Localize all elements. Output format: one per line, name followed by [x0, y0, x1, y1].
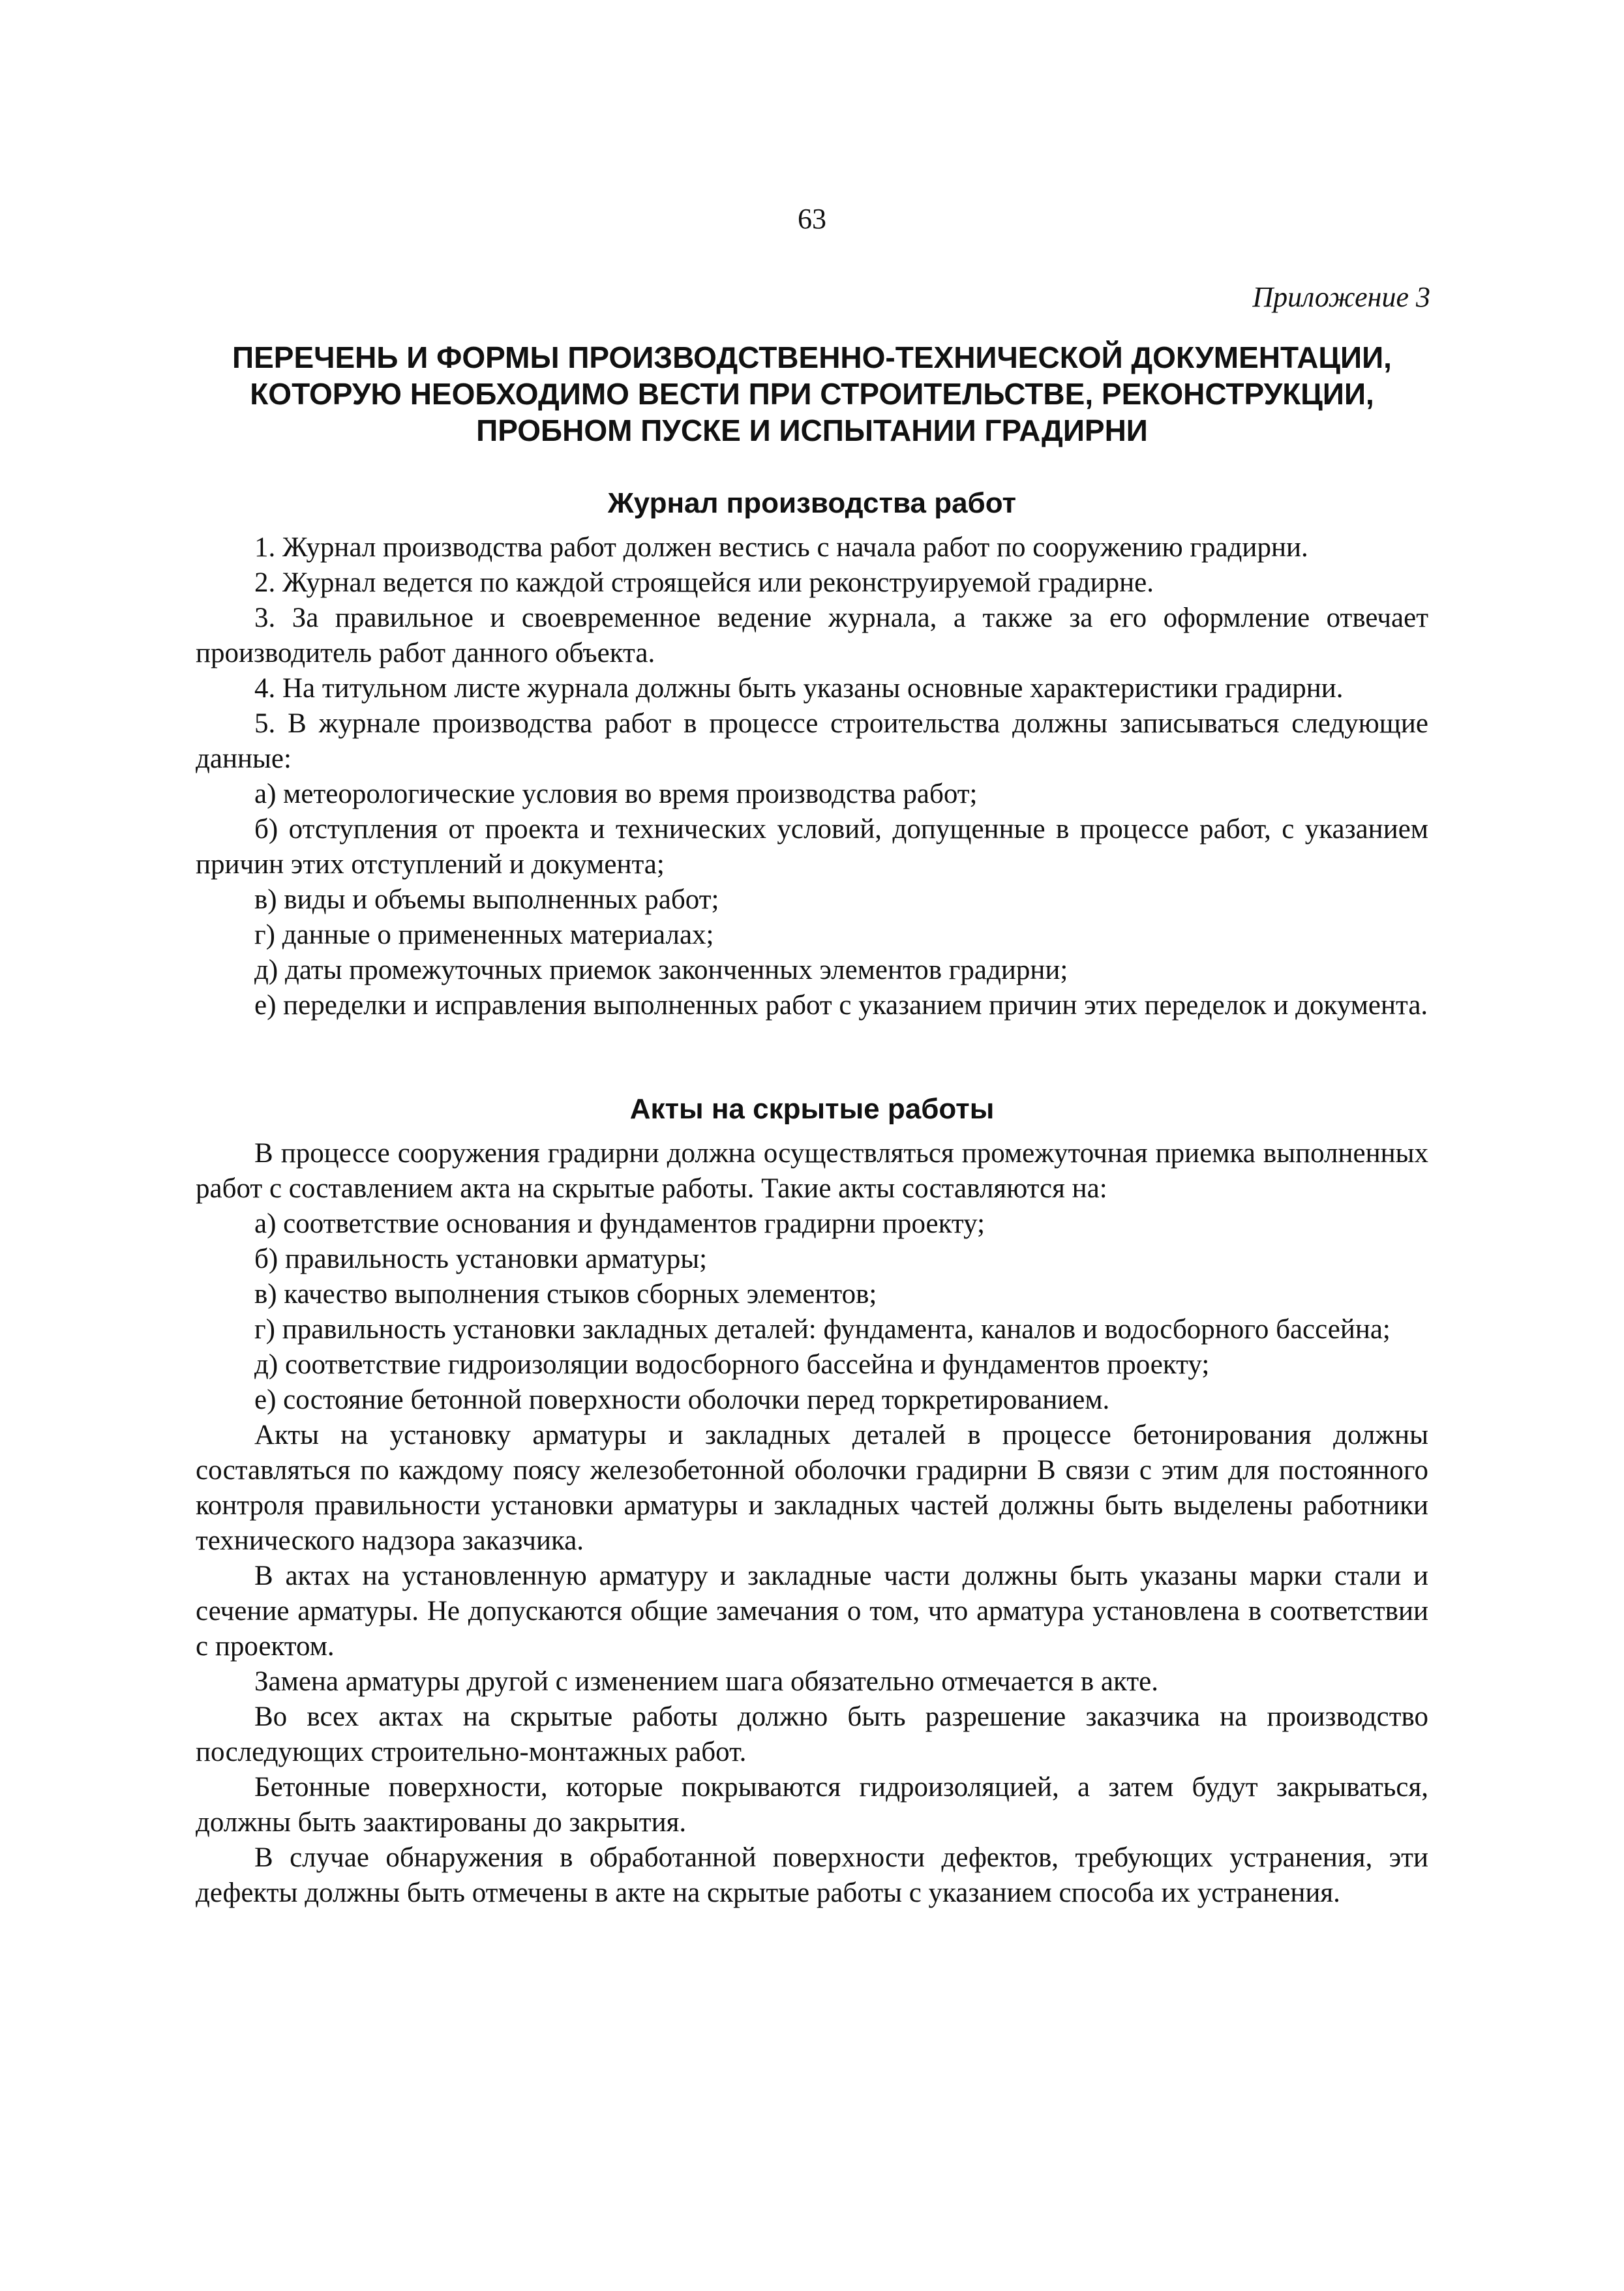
list-item: б) отступления от проекта и технических условий, допущенные в процессе работ, с указанием причин этих отступлений и документа;	[196, 814, 1428, 880]
section-heading: Акты на скрытые работы	[629, 1093, 995, 1125]
list-item: е) состояние бетонной поверхности оболочки перед торкретированием.	[254, 1385, 1110, 1415]
section-hidden-works-acts	[196, 1092, 1428, 1911]
page-number: 63	[798, 203, 826, 235]
paragraph: 3. За правильное и своевременное ведение журнала, а также за его оформление отвечает производитель работ данного объекта.	[196, 603, 1428, 668]
list-item: д) даты промежуточных приемок законченных элементов градирни;	[254, 955, 1068, 985]
paragraph: 5. В журнале производства работ в процессе строительства должны записываться следующие данные:	[196, 708, 1428, 774]
paragraph: В случае обнаружения в обработанной поверхности дефектов, требующих устранения, эти дефекты должны быть отмечены в акте на скрытые работы с указанием способа их устранения.	[196, 1842, 1428, 1908]
section-work-journal	[196, 486, 1428, 1023]
paragraph: Акты на установку арматуры и закладных деталей в процессе бетонирования должны составляться по каждому поясу железобетонной оболочки градирни В связи с этим для постоянного контроля правильности установки арматуры и закладных частей должны быть выделены работники технического надзора заказчика.	[196, 1420, 1428, 1556]
paragraph: В процессе сооружения градирни должна осуществляться промежуточная приемка выполненных работ с составлением акта на скрытые работы. Такие акты составляются на:	[196, 1138, 1428, 1204]
list-item: в) виды и объемы выполненных работ;	[254, 884, 719, 915]
paragraph: В актах на установленную арматуру и закладные части должны быть указаны марки стали и сечение арматуры. Не допускаются общие замечания о том, что арматура установлена в соответствии с проектом.	[196, 1561, 1428, 1662]
section-heading: Журнал производства работ	[607, 487, 1017, 519]
appendix-label: Приложение 3	[1252, 281, 1430, 313]
list-item: в) качество выполнения стыков сборных элементов;	[254, 1279, 877, 1310]
document-title-line: ПЕРЕЧЕНЬ И ФОРМЫ ПРОИЗВОДСТВЕННО-ТЕХНИЧЕСКОЙ ДОКУМЕНТАЦИИ,	[232, 340, 1392, 374]
paragraph: 4. На титульном листе журнала должны быть указаны основные характеристики градирни.	[254, 673, 1344, 704]
list-item: г) данные о примененных материалах;	[254, 920, 714, 950]
document-title-line: ПРОБНОМ ПУСКЕ И ИСПЫТАНИИ ГРАДИРНИ	[476, 413, 1148, 447]
list-item: е) переделки и исправления выполненных работ с указанием причин этих переделок и документа.	[254, 990, 1428, 1021]
paragraph: Во всех актах на скрытые работы должно быть разрешение заказчика на производство последующих строительно-монтажных работ.	[196, 1701, 1428, 1767]
list-item: а) соответствие основания и фундаментов градирни проекту;	[254, 1208, 985, 1239]
list-item: а) метеорологические условия во время производства работ;	[254, 779, 978, 809]
paragraph: Бетонные поверхности, которые покрываются гидроизоляцией, а затем будут закрываться, должны быть заактированы до закрытия.	[196, 1772, 1428, 1838]
document-title	[196, 339, 1428, 449]
paragraph: 1. Журнал производства работ должен вестись с начала работ по сооружению градирни.	[254, 532, 1308, 563]
paragraph: 2. Журнал ведется по каждой строящейся или реконструируемой градирне.	[254, 567, 1154, 598]
list-item: б) правильность установки арматуры;	[254, 1244, 708, 1274]
list-item: д) соответствие гидроизоляции водосборного бассейна и фундаментов проекту;	[254, 1349, 1210, 1380]
document-title-line: КОТОРУЮ НЕОБХОДИМО ВЕСТИ ПРИ СТРОИТЕЛЬСТВЕ, РЕКОНСТРУКЦИИ,	[250, 377, 1374, 411]
list-item: г) правильность установки закладных деталей: фундамента, каналов и водосборного бассейна;	[254, 1314, 1391, 1345]
paragraph: Замена арматуры другой с изменением шага обязательно отмечается в акте.	[254, 1666, 1158, 1697]
